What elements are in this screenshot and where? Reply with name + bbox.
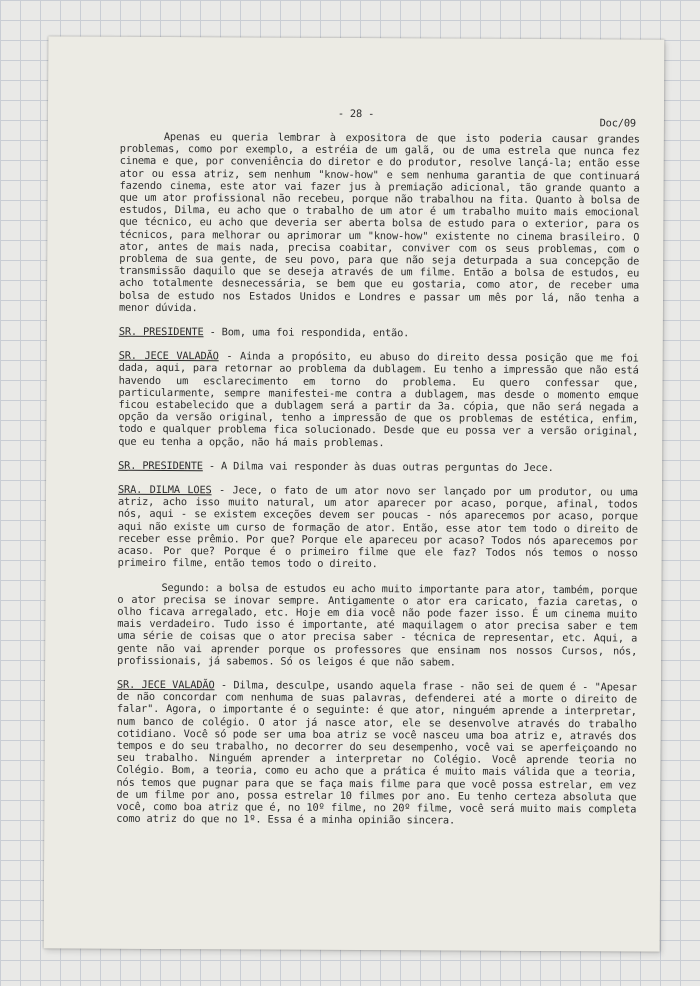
transcript-paragraph bbox=[117, 581, 637, 669]
paragraph-text: - A Dilma vai responder às duas outras perguntas do Jece. bbox=[202, 460, 554, 474]
speaker-label: SRA. DILMA LOES bbox=[117, 483, 212, 497]
speaker-label: SR. JECE VALADÃO bbox=[116, 678, 215, 692]
typed-page bbox=[44, 36, 665, 951]
transcript-paragraph bbox=[118, 350, 639, 450]
transcript-paragraph bbox=[119, 131, 640, 317]
paragraph-text: Apenas eu queria lembrar à expositora de que isto poderia causar grandes problemas, como por exemplo, a estréia de um galã, ou de uma estrela que nunca fez cinema e que, por conveniência do diretor e do produtor, resolve lançá-la; então esse ator ou essa atriz, sem nenhum "know-how" e sem nenhuma garantia de que continuará fazendo cinema, este ator vai fazer jus à premiação adicional, tão grande quanto a que um ator profissional não recebeu, porque não trabalhou na fita. Quanto à bolsa de estudos, Dilma, eu acho que o trabalho de um ator é um trabalho muito mais emocional que técnico, eu acho que deveria ser aberta bolsa de estudo para o exterior, para os técnicos, para melhorar ou aprimorar um "know-how" existente no cinema brasileiro. O ator, antes de mais nada, precisa coabitar, conviver com os seus problemas, com o problema de sua gente, de seu povo, para que não seja deturpada a sua concepção de transmissão daquilo que se deseja através de um filme. Então a bolsa de estudos, eu acho totalmente desnecessária, se bem que eu gostaria, como ator, de receber uma bolsa de estudo nos Estados Unidos e Londres e passar um mês por lá, não tenha a menor dúvida. bbox=[118, 130, 640, 315]
paragraph-text: - Ainda a propósito, eu abuso do direito dessa posição que me foi dada, aqui, para retornar ao problema da dublagem. Eu tenho a impressão que não está havendo um esclarecimento em torno do problema. Eu quero confessar que, particularmente, sempre manifestei-me contra a dublagem, mas desde o momento emque ficou estabelecido que a dublagem será a partir da 3a. cópia, que não será negada a opção da versão original, tenho a impressão de que os problemas de estética, enfim, todo e qualquer problema fica solucionado. Desde que eu possa ver a versão original, que eu tenha a opção, não há mais problemas. bbox=[118, 350, 639, 449]
transcript-paragraph bbox=[116, 679, 637, 828]
page-number: - 28 - bbox=[337, 107, 375, 121]
transcript-paragraph bbox=[118, 484, 638, 572]
paragraph-text: - Bom, uma foi respondida, então. bbox=[203, 326, 410, 340]
speaker-label: SR. JECE VALADÃO bbox=[118, 350, 219, 363]
transcript-body bbox=[116, 131, 640, 828]
paragraph-text: - Jece, o fato de um ator novo ser lançado por um produtor, ou uma atriz, acho isso muito natural, um ator aparecer por acaso, porque, afinal, todos nós, aqui - se existem exceções devem ser poucas - nós aparecemos por acaso, porque aqui não existe um curso de formação de ator. Então, esse ator tem todo o direito de receber esse prêmio. Por que? Porque ele apareceu por acaso? Todos nós aparecemos por acaso. Por que? Porque é o primeiro filme que ele faz? Todos nós temos o nosso primeiro filme, então temos todo o direito. bbox=[117, 484, 639, 571]
speaker-label: SR. PRESIDENTE bbox=[118, 325, 204, 339]
paragraph-text: - Dilma, desculpe, usando aquela frase - não sei de quem é - "Apesar de não concordar com nenhuma de suas palavras, defenderei até a morte o direito de falar". Agora, o importante é o seguinte: é que ator, ninguém aprende a interpretar, num banco de colégio. O ator já nasce ator, ele se desenvolve através do trabalho cotidiano. Você só pode ser uma boa atriz se você nasceu uma boa atriz e, através dos tempos e do seu trabalho, no decorrer do seu desempenho, você vai se aperfeiçoando no seu trabalho. Ninguém aprender a interpretar no Colégio. Você aprende teoria no Colégio. Bom, a teoria, como eu acho que a prática é muito mais válida que a teoria, nós temos que pugnar para que se faça mais filme para que você possa estrelar, em vez de um filme por ano, possa estrelar 10 filmes por ano. Eu tenho certeza absoluta que você, como boa atriz que é, no 10º filme, no 20º filme, você será muito mais completa como atriz do que no 1º. Essa é a minha opinião sincera. bbox=[116, 679, 638, 827]
document-code: Doc/09 bbox=[599, 117, 636, 130]
paragraph-text: Segundo: a bolsa de estudos eu acho muito importante para ator, também, porque o ator precisa se inovar sempre. Antigamente o ator era caricato, fazia caretas, o olho ficava arregalado, etc. Hoje em dia você não pode fazer isso. É um cinema muito mais verdadeiro. Tudo isso é importante, até maquilagem o ator precisa saber e tem uma série de coisas que o ator precisa saber - técnica de representar, etc. Aqui, a gente não vai aprender porque os professores que ensinam nos nossos Cursos, nós, profissionais, já sabemos. Só os leigos é que não sabem. bbox=[117, 581, 638, 669]
speaker-label: SR. PRESIDENTE bbox=[118, 459, 203, 473]
